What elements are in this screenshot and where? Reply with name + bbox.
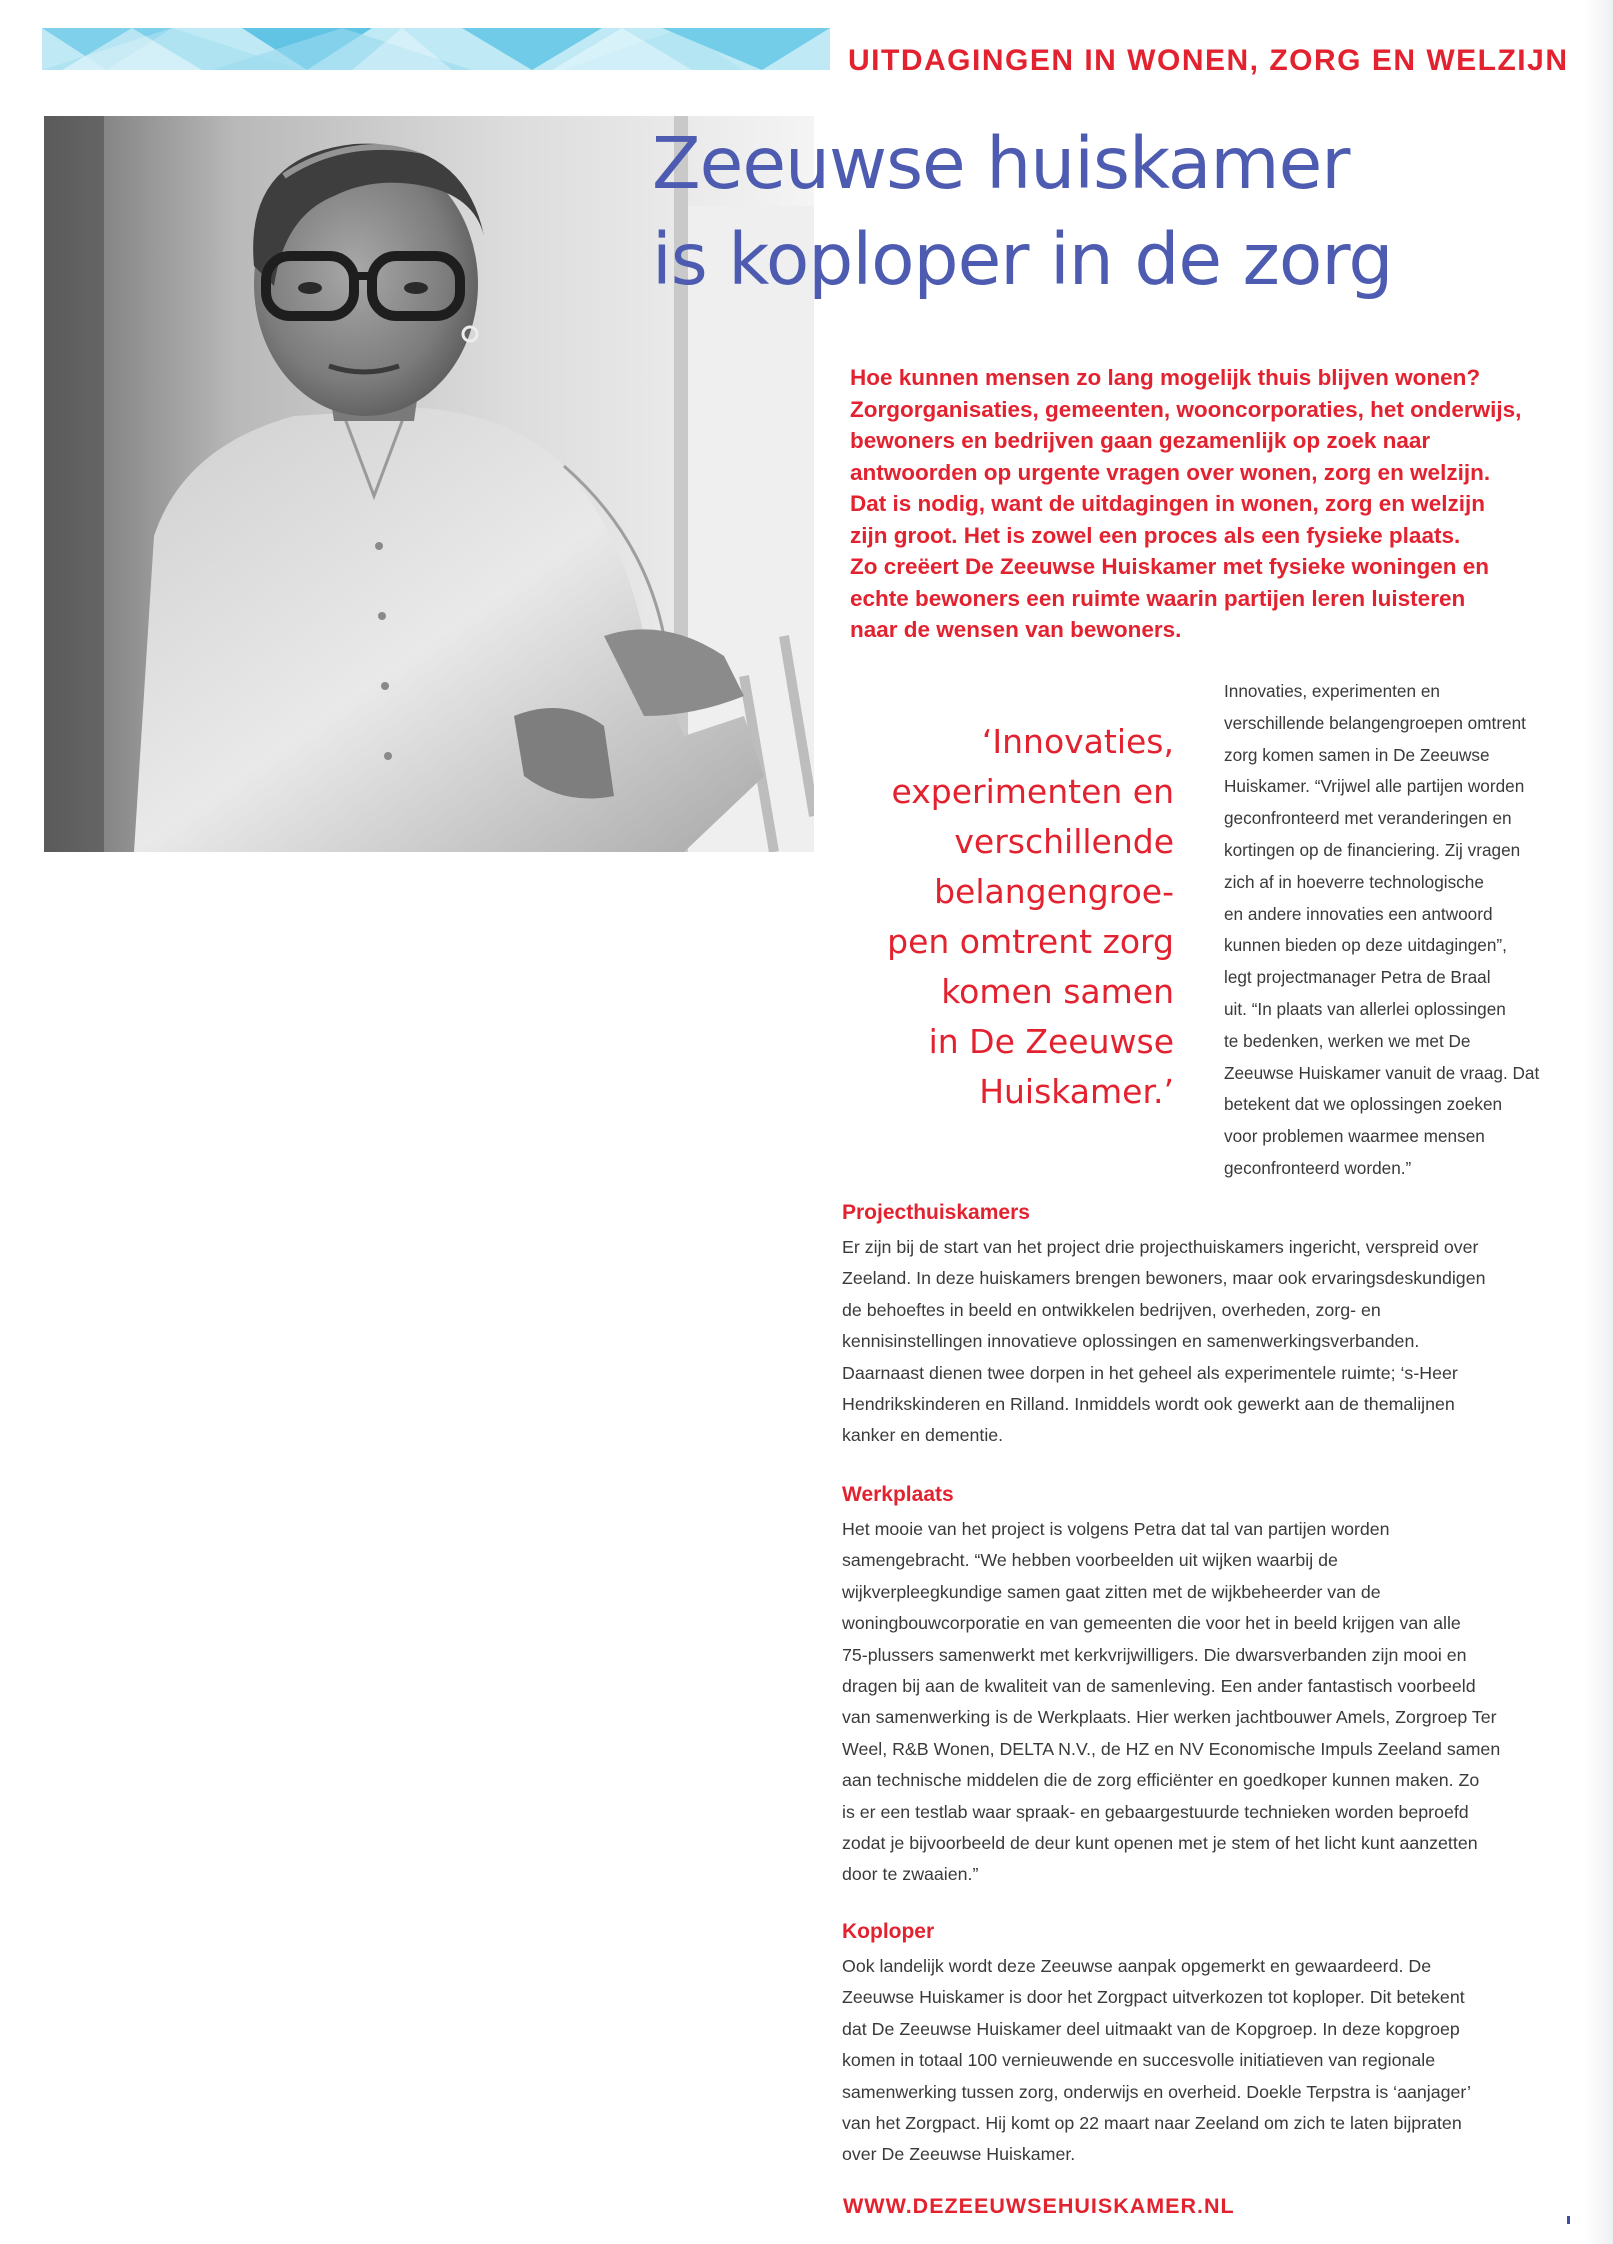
body-line: van het Zorgpact. Hij komt op 22 maart naar Zeeland om zich te laten bijpraten xyxy=(842,2113,1462,2134)
body-line: is er een testlab waar spraak- en gebaargestuurde technieken worden beproefd xyxy=(842,1801,1469,1822)
intro-line: verschillende belangengroepen omtrent xyxy=(1224,712,1526,733)
intro-line: voor problemen waarmee mensen xyxy=(1224,1126,1485,1147)
lead-line: naar de wensen van bewoners. xyxy=(850,617,1182,642)
body-line: samengebracht. “We hebben voorbeelden uit wijken waarbij de xyxy=(842,1550,1338,1571)
body-line: Ook landelijk wordt deze Zeeuwse aanpak opgemerkt en gewaardeerd. De xyxy=(842,1956,1432,1976)
article-title xyxy=(652,116,1592,308)
body-line: dragen bij aan de kwaliteit van de samenleving. Een ander fantastisch voorbeeld xyxy=(842,1676,1476,1697)
pull-quote-line: pen omtrent zorg xyxy=(887,922,1174,961)
body-line: komen in totaal 100 vernieuwende en succesvolle initiatieven van regionale xyxy=(842,2050,1436,2071)
lead-line: Hoe kunnen mensen zo lang mogelijk thuis blijven wonen? xyxy=(850,365,1481,390)
intro-line: betekent dat we oplossingen zoeken xyxy=(1224,1094,1503,1115)
intro-line: uit. “In plaats van allerlei oplossingen xyxy=(1224,998,1506,1019)
body-line: over De Zeeuwse Huiskamer. xyxy=(842,2144,1076,2165)
body-line: kanker en dementie. xyxy=(842,1425,1004,1446)
intro-line: geconfronteerd met veranderingen en xyxy=(1224,808,1512,829)
body-line: woningbouwcorporatie en van gemeenten die voor het in beeld krijgen van alle xyxy=(842,1613,1461,1634)
lead-line: Zorgorganisaties, gemeenten, wooncorporaties, het onderwijs, xyxy=(850,396,1522,422)
body-line: de behoeftes in beeld en ontwikkelen bedrijven, overheden, zorg- en xyxy=(842,1299,1381,1320)
pull-quote-line: in De Zeeuwse xyxy=(928,1022,1174,1061)
article-lead xyxy=(850,362,1590,646)
pull-quote-line: verschillende xyxy=(954,822,1174,861)
pull-quote-line: komen samen xyxy=(941,972,1174,1011)
lead-line: zijn groot. Het is zowel een proces als een fysieke plaats. xyxy=(850,522,1461,548)
pull-quote-line: ‘Innovaties, xyxy=(981,722,1174,761)
body-line: Het mooie van het project is volgens Petra dat tal van partijen worden xyxy=(842,1519,1390,1539)
section-werkplaats xyxy=(842,1480,1594,1891)
body-line: samenwerking tussen zorg, onderwijs en overheid. Doekle Terpstra is ‘aanjager’ xyxy=(842,2081,1471,2102)
lead-line: echte bewoners een ruimte waarin partijen leren luisteren xyxy=(850,585,1466,611)
body-line: van samenwerking is de Werkplaats. Hier werken jachtbouwer Amels, Zorgroep Ter xyxy=(842,1707,1497,1728)
intro-line: kunnen bieden op deze uitdagingen”, xyxy=(1224,935,1507,956)
page-corner-mark xyxy=(1567,2216,1570,2224)
intro-line: geconfronteerd worden.” xyxy=(1224,1157,1412,1178)
pull-quote-line: Huiskamer.’ xyxy=(979,1072,1174,1111)
body-line: Hendrikskinderen en Rilland. Inmiddels wordt ook gewerkt aan de themalijnen xyxy=(842,1394,1455,1415)
body-line: aan technische middelen die de zorg efficiënter en goedkoper kunnen maken. Zo xyxy=(842,1770,1480,1791)
body-line: Daarnaast dienen twee dorpen in het geheel als experimentele ruimte; ‘s-Heer xyxy=(842,1362,1458,1383)
body-line: Zeeland. In deze huiskamers brengen bewoners, maar ook ervaringsdeskundigen xyxy=(842,1268,1486,1289)
section-koploper xyxy=(842,1917,1594,2171)
lead-line: bewoners en bedrijven gaan gezamenlijk op zoek naar xyxy=(850,428,1431,453)
body-line: Er zijn bij de start van het project drie projecthuiskamers ingericht, verspreid over xyxy=(842,1237,1479,1257)
intro-line: zorg komen samen in De Zeeuwse xyxy=(1224,744,1490,765)
lead-line: Zo creëert De Zeeuwse Huiskamer met fysieke woningen en xyxy=(850,554,1489,579)
pull-quote-line: experimenten en xyxy=(891,772,1174,811)
intro-line: Huiskamer. “Vrijwel alle partijen worden xyxy=(1224,776,1525,797)
intro-paragraph xyxy=(1224,676,1594,1185)
body-line: zodat je bijvoorbeeld de deur kunt openen met je stem of het licht kunt aanzetten xyxy=(842,1833,1478,1854)
decorative-pattern-strip xyxy=(42,28,830,70)
body-line: door te zwaaien.” xyxy=(842,1864,979,1885)
intro-line: te bedenken, werken we met De xyxy=(1224,1030,1471,1051)
section-body xyxy=(842,1951,1594,2171)
body-line: Zeeuwse Huiskamer is door het Zorgpact uitverkozen tot koploper. Dit betekent xyxy=(842,1987,1465,2008)
body-line: kennisinstellingen innovatieve oplossingen en samenwerkingsverbanden. xyxy=(842,1331,1420,1352)
body-line: dat De Zeeuwse Huiskamer deel uitmaakt van de Kopgroep. In deze kopgroep xyxy=(842,2018,1460,2039)
lead-line: Dat is nodig, want de uitdagingen in wonen, zorg en welzijn xyxy=(850,491,1486,516)
triangle-pattern-graphic xyxy=(42,28,830,70)
section-body xyxy=(842,1514,1594,1891)
intro-line: kortingen op de financiering. Zij vragen xyxy=(1224,839,1521,860)
article-kicker: UITDAGINGEN IN WONEN, ZORG EN WELZIJN xyxy=(848,44,1569,77)
lead-line: antwoorden op urgente vragen over wonen, zorg en welzijn. xyxy=(850,459,1491,485)
intro-line: en andere innovaties een antwoord xyxy=(1224,903,1493,924)
intro-line: Zeeuwse Huiskamer vanuit de vraag. Dat xyxy=(1224,1062,1540,1083)
body-line: 75-plussers samenwerkt met kerkvrijwilligers. Die dwarsverbanden zijn mooi en xyxy=(842,1644,1467,1665)
body-line: wijkverpleegkundige samen gaat zitten met de wijkbeheerder van de xyxy=(842,1581,1381,1602)
section-heading: Werkplaats xyxy=(842,1483,954,1506)
article-title-line: Zeeuwse huiskamer xyxy=(652,122,1350,205)
article-title-line: is koploper in de zorg xyxy=(652,218,1393,301)
intro-line: legt projectmanager Petra de Braal xyxy=(1224,967,1491,988)
section-heading: Koploper xyxy=(842,1920,935,1943)
body-line: Weel, R&B Wonen, DELTA N.V., de HZ en NV Economische Impuls Zeeland samen xyxy=(842,1738,1501,1759)
website-link[interactable]: WWW.DEZEEUWSEHUISKAMER.NL xyxy=(843,2194,1235,2218)
section-projecthuiskamers xyxy=(842,1198,1594,1452)
pull-quote-line: belangengroe- xyxy=(934,872,1174,911)
section-body xyxy=(842,1232,1594,1452)
section-heading: Projecthuiskamers xyxy=(842,1201,1030,1224)
intro-line: Innovaties, experimenten en xyxy=(1224,681,1440,701)
pull-quote xyxy=(800,717,1174,1117)
intro-line: zich af in hoeverre technologische xyxy=(1224,871,1484,892)
